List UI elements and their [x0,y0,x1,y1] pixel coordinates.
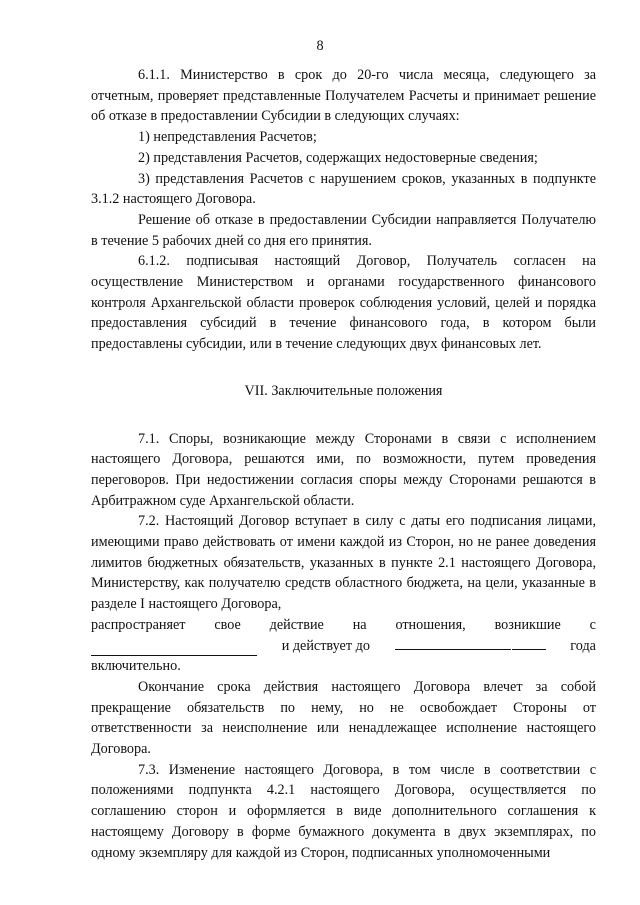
end-date-blank [395,635,511,650]
page-number: 8 [316,38,324,54]
end-date-blank-group [395,635,546,657]
paragraph-6-1-2: 6.1.2. подписывая настоящий Договор, Получатель согласен на осуществление Министерством и органами государственного финансового контроля Архангельской области проверок соблюдения условий, целей и порядка предоставления субсидий в течение финансового года, в котором были предоставлены субсидии, или в течение следующих двух финансовых лет. [91,253,596,353]
date-line-end: года [570,637,596,654]
spread-word: распространяет [91,616,186,633]
spread-word: действие [269,616,324,633]
list-item-2: 2) представления Расчетов, содержащих недостоверные сведения; [138,149,538,166]
paragraph-7-3: 7.3. Изменение настоящего Договора, в том числе в соответствии с положениями подпункта 4.2.1 настоящего Договора, осуществляется по соглашению сторон и оформляется в виде дополнительного соглашения к настоящему Договору в форме бумажного документа в двух экземплярах, по одному экземпляру для каждой из Сторон, подписанных уполномоченными [91,761,596,861]
start-date-blank [91,641,257,656]
list-item-3: 3) представления Расчетов с нарушением сроков, указанных в подпункте 3.1.2 настоящего Договора. [91,170,596,208]
paragraph-7-2-date-line [91,636,596,657]
spread-word: свое [214,616,241,633]
spread-word: возникшие [494,616,561,633]
paragraph-7-1: 7.1. Споры, возникающие между Сторонами в связи с исполнением настоящего Договора, решаются ими, по возможности, путем проведения переговоров. При недостижении согласия споры между Сторонами решаются в Арбитражном суде Архангельской области. [91,430,596,509]
section-heading: VII. Заключительные положения [244,382,443,399]
spread-word: на [352,616,367,633]
paragraph-6-1-1: 6.1.1. Министерство в срок до 20-го числа месяца, следующего за отчетным, проверяет представленные Получателем Расчеты и принимает решение об отказе в предоставлении Субсидии в следующих случаях: [91,67,596,125]
paragraph-termination: Окончание срока действия настоящего Договора влечет за собой прекращение обязательств по нему, но не освобождает Стороны от ответственности за неисполнение или ненадлежащее исполнение настоящего Договора. [91,678,596,758]
spread-word: отношения, [395,616,466,633]
paragraph-7-2-spread-line [91,615,596,636]
spread-word: с [589,616,596,633]
paragraph-7-2-text: 7.2. Настоящий Договор вступает в силу с даты его подписания лицами, имеющими право действовать от имени каждой из Сторон, но не ранее доведения лимитов бюджетных обязательств, указанных в пункте 2.1 настоящего Договора, Министерству, как получателю средств областного бюджета, на цели, указанные в разделе I настоящего Договора, [91,513,596,613]
end-date-blank-ext [512,635,546,650]
paragraph-7-2-tail: включительно. [91,658,181,675]
document-body [91,65,596,863]
date-line-middle: и действует до [281,637,370,654]
list-item-1: 1) непредставления Расчетов; [138,129,317,146]
paragraph-7-2 [91,511,596,615]
paragraph-refusal-notice: Решение об отказе в предоставлении Субсидии направляется Получателю в течение 5 рабочих дней со дня его принятия. [91,211,596,249]
